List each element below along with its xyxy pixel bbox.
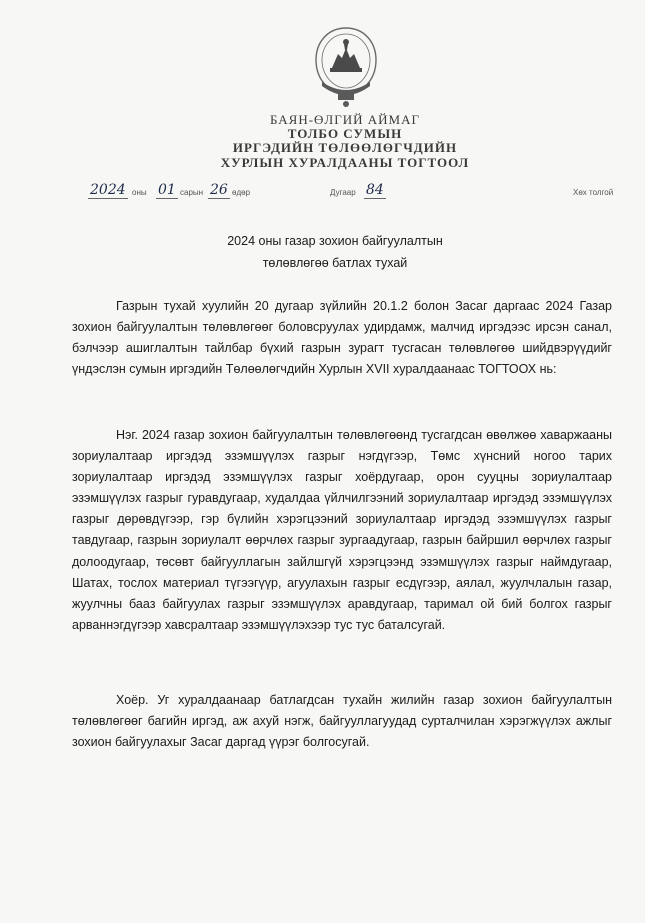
state-emblem-icon xyxy=(308,24,384,108)
issue-place: Хөх толгой xyxy=(573,188,614,197)
document-type: ХУРЛЫН ХУРАЛДААНЫ ТОГТООЛ xyxy=(220,155,470,170)
title-line-2: төлөвлөгөө батлах тухай xyxy=(262,256,408,270)
date-year: 2024 xyxy=(90,182,126,198)
date-day: 26 xyxy=(210,182,228,198)
date-month: 01 xyxy=(158,182,176,198)
province-name: БАЯН-ӨЛГИЙ АЙМАГ xyxy=(269,112,421,127)
date-day-suffix: өдөр xyxy=(232,188,251,197)
resolution-item-two: Хоёр. Уг хуралдаанаар батлагдсан тухайн жилийн газар зохион байгуулалтын төлөвлөгөөг багийн иргэд, аж ахуй нэгж, байгууллагуудад сурталчилан хэрэгжүүлэх ажлыг зохион байгуулахыг Засаг даргад үүрэг болгосугай. xyxy=(72,693,612,750)
title-line-1: 2024 оны газар зохион байгуулалтын xyxy=(227,234,443,248)
document-title xyxy=(120,230,550,274)
resolution-item-one: Нэг. 2024 газар зохион байгуулалтын төлөвлөгөөнд тусгагдсан өвөлжөө хаваржааны зориулалтаар иргэдэд эзэмшүүлэх газрыг нэгдүгээр, Төмс хүнсний ногоо тарих зориулалтаар иргэдэд эзэмшүүлэх газрыг хоёрдугаар, орон сууцны зориулалтаар эзэмшүүлэх газрыг гуравдугаар, худалдаа үйлчилгээний зориулалтаар иргэдэд эзэмшүүлэх газрыг дөрөвдүгээр, гэр бүлийн хэрэгцээний зориулалтаар иргэдэд эзэмшүүлэх газрыг тавдугаар, газрын зориулалт өөрчлөх газрыг зургаадугаар, газрын байршил өөрчлөх газрыг долоодугаар, төсөвт байгууллагын зайлшгүй хэрэгцээнд эзэмшүүлэх газрыг наймдугаар, Шатах, тослох материал түгээгүүр, агуулахын газрыг есдүгээр, аялал, жуулчлалын газар, жуулчны бааз байгуулах газрыг эзэмшүүлэх аравдугаар, таримал ой бий болгох газрыг арваннэгдүгээр хавсралтаар эзэмшүүлэхээр тус тус баталсугай. xyxy=(72,428,612,632)
date-year-suffix: оны xyxy=(132,188,147,197)
council-name: ИРГЭДИЙН ТӨЛӨӨЛӨГЧДИЙН xyxy=(232,140,458,155)
document-meta xyxy=(88,184,623,204)
number-label: Дугаар xyxy=(330,188,356,197)
date-month-suffix: сарын xyxy=(180,188,204,197)
preamble-paragraph: Газрын тухай хуулийн 20 дугаар зүйлийн 20.1.2 болон Засаг даргаас 2024 Газар зохион байгуулалтын төлөвлөгөөг боловсруулах удирдамж, малчид иргэдээс ирсэн санал, бэлчээр ашиглалтын тайлбар бүхий газрын зурагт тусгасан төлөвлөгөө шийдвэрүүдийг үндэслэн сумын иргэдийн Төлөөлөгчдийн Хурлын XVII хуралдаанаас ТОГТООХ нь: xyxy=(72,299,612,377)
document-header xyxy=(200,112,490,170)
document-number: 84 xyxy=(366,182,384,198)
soum-name: ТОЛБО СУМЫН xyxy=(287,126,403,141)
